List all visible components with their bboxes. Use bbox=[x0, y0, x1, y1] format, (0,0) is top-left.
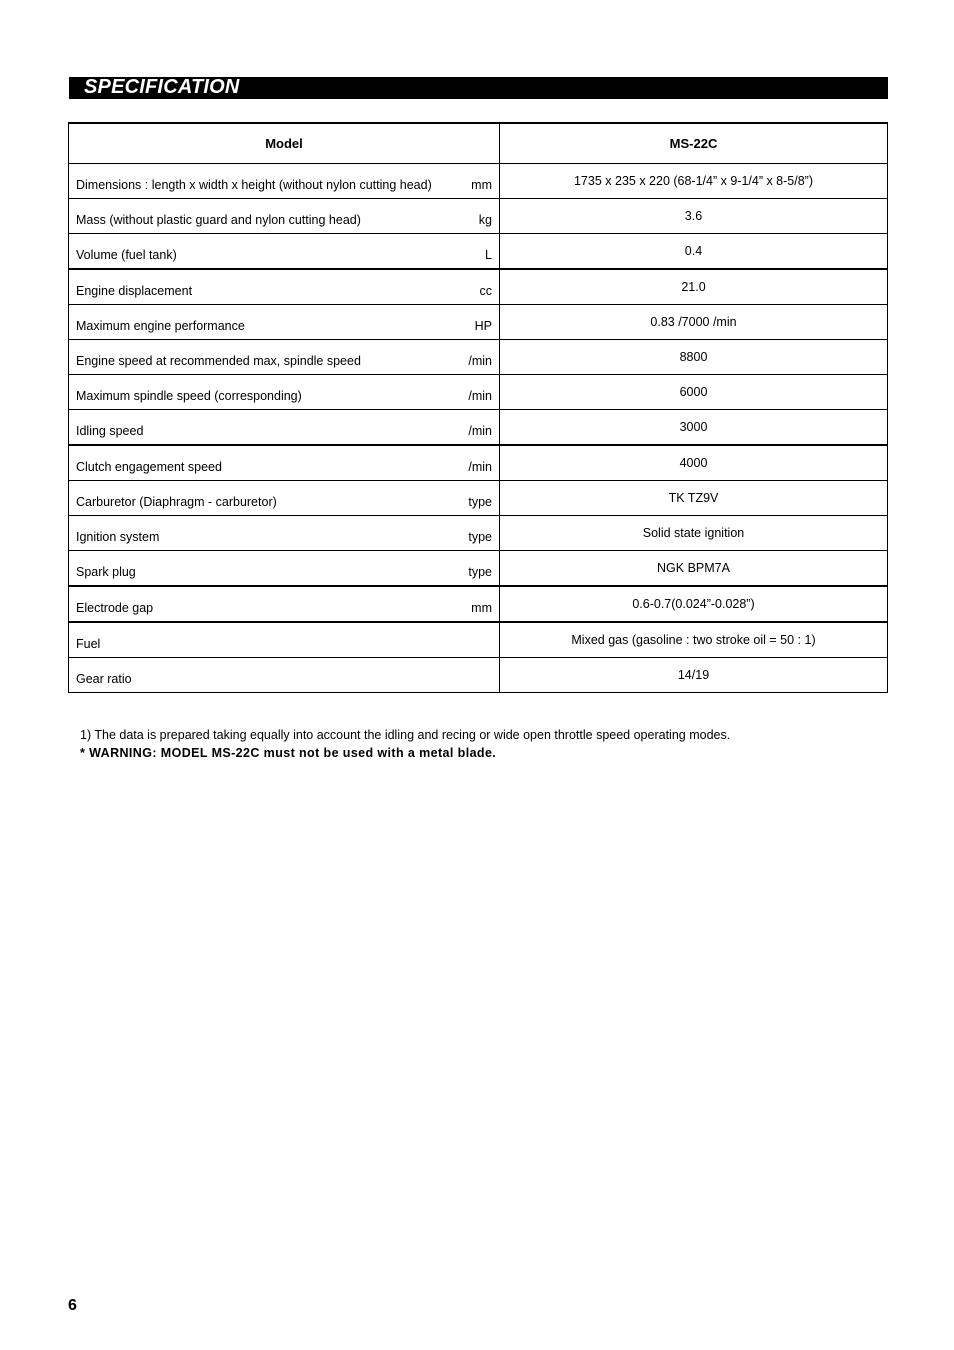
row-label: Spark plug bbox=[76, 565, 136, 579]
row-value: TK TZ9V bbox=[500, 481, 888, 516]
row-label: Idling speed bbox=[76, 424, 144, 438]
row-value: 3.6 bbox=[500, 199, 888, 234]
row-label: Carburetor (Diaphragm - carburetor) bbox=[76, 495, 277, 509]
row-value: 14/19 bbox=[500, 658, 888, 693]
table-row bbox=[69, 164, 888, 199]
row-unit: /min bbox=[468, 424, 492, 438]
row-value: 0.83 /7000 /min bbox=[500, 305, 888, 340]
row-value: 0.6-0.7(0.024”-0.028”) bbox=[500, 586, 888, 622]
row-unit: /min bbox=[468, 389, 492, 403]
table-row bbox=[69, 445, 888, 481]
row-unit: type bbox=[468, 530, 492, 544]
row-label: Maximum spindle speed (corresponding) bbox=[76, 389, 302, 403]
row-unit: L bbox=[485, 248, 492, 262]
row-label: Dimensions : length x width x height (without nylon cutting head) bbox=[76, 178, 432, 192]
table-row bbox=[69, 586, 888, 622]
table-row bbox=[69, 199, 888, 234]
row-unit: /min bbox=[468, 354, 492, 368]
row-value: 3000 bbox=[500, 410, 888, 446]
table-row bbox=[69, 234, 888, 270]
row-value: 1735 x 235 x 220 (68-1/4” x 9-1/4” x 8-5/8”) bbox=[500, 164, 888, 199]
section-title-bar bbox=[69, 77, 888, 99]
section-title: SPECIFICATION bbox=[84, 76, 240, 98]
row-unit: mm bbox=[471, 601, 492, 615]
row-value: Solid state ignition bbox=[500, 516, 888, 551]
table-row bbox=[69, 305, 888, 340]
row-unit: /min bbox=[468, 460, 492, 474]
row-label: Mass (without plastic guard and nylon cutting head) bbox=[76, 213, 361, 227]
table-row bbox=[69, 658, 888, 693]
row-unit: type bbox=[468, 565, 492, 579]
row-value: 4000 bbox=[500, 445, 888, 481]
page-number: 6 bbox=[68, 1297, 77, 1314]
row-label: Maximum engine performance bbox=[76, 319, 245, 333]
table-row bbox=[69, 551, 888, 587]
header-model-label: Model bbox=[69, 123, 500, 164]
row-label: Volume (fuel tank) bbox=[76, 248, 177, 262]
row-label: Fuel bbox=[76, 637, 101, 651]
row-label: Gear ratio bbox=[76, 672, 132, 686]
row-unit: HP bbox=[474, 319, 492, 333]
table-row bbox=[69, 375, 888, 410]
specification-table bbox=[68, 122, 888, 693]
row-unit: cc bbox=[479, 284, 492, 298]
table-row bbox=[69, 516, 888, 551]
row-label: Clutch engagement speed bbox=[76, 460, 222, 474]
row-label: Engine speed at recommended max, spindle speed bbox=[76, 354, 361, 368]
row-unit: mm bbox=[471, 178, 492, 192]
row-value: 8800 bbox=[500, 340, 888, 375]
row-label: Ignition system bbox=[76, 530, 160, 544]
row-value: NGK BPM7A bbox=[500, 551, 888, 587]
row-value: 0.4 bbox=[500, 234, 888, 270]
row-unit: type bbox=[468, 495, 492, 509]
header-model-value: MS-22C bbox=[500, 123, 888, 164]
table-row bbox=[69, 269, 888, 305]
row-unit: kg bbox=[478, 213, 492, 227]
notes-block bbox=[80, 726, 730, 762]
row-label: Engine displacement bbox=[76, 284, 193, 298]
table-row bbox=[69, 340, 888, 375]
table-row bbox=[69, 410, 888, 446]
row-value: 6000 bbox=[500, 375, 888, 410]
table-row bbox=[69, 481, 888, 516]
footnote-text: 1) The data is prepared taking equally into account the idling and recing or wide open throttle speed operating modes. bbox=[80, 728, 731, 742]
table-row bbox=[69, 622, 888, 658]
table-header-row bbox=[69, 123, 888, 164]
warning-text: * WARNING: MODEL MS-22C must not be used with a metal blade. bbox=[80, 746, 497, 760]
row-label: Electrode gap bbox=[76, 601, 154, 615]
row-value: 21.0 bbox=[500, 269, 888, 305]
row-value: Mixed gas (gasoline : two stroke oil = 50 : 1) bbox=[500, 622, 888, 658]
